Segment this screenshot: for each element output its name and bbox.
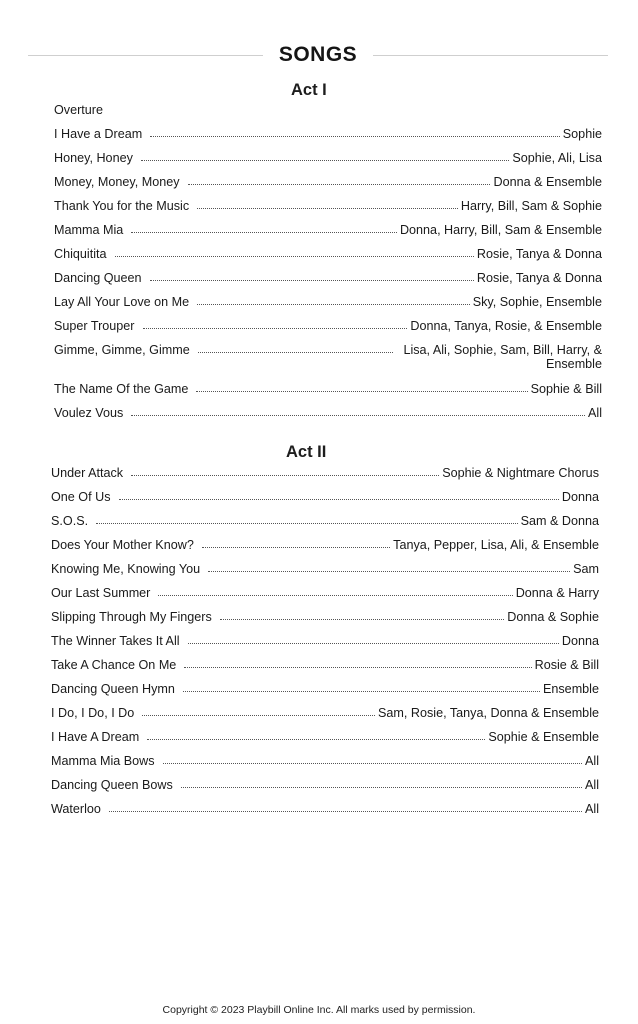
song-row [51, 730, 599, 754]
song-row [54, 127, 602, 151]
song-title: Under Attack [51, 466, 124, 480]
dot-leader [196, 382, 527, 392]
song-row [51, 514, 599, 538]
song-row [54, 343, 602, 382]
song-title: Thank You for the Music [54, 199, 190, 213]
song-performers: Donna & Harry [515, 586, 599, 600]
dot-leader [131, 406, 585, 416]
song-title: Super Trouper [54, 319, 135, 333]
song-row [54, 175, 602, 199]
song-performers: Rosie, Tanya & Donna [476, 271, 602, 285]
song-row [51, 634, 599, 658]
song-performers: Donna & Sophie [507, 610, 599, 624]
song-title: Voulez Vous [54, 406, 124, 420]
song-row [51, 706, 599, 730]
song-performers: All [585, 754, 599, 768]
song-title: Overture [54, 103, 103, 117]
song-row [54, 319, 602, 343]
song-title: Does Your Mother Know? [51, 538, 194, 552]
song-title: The Winner Takes It All [51, 634, 180, 648]
song-title: Dancing Queen Hymn [51, 682, 175, 696]
page-title: SONGS [278, 43, 358, 66]
song-row [54, 406, 602, 430]
dot-leader [147, 730, 485, 740]
song-row [51, 562, 599, 586]
song-row [54, 151, 602, 175]
song-performers: Donna, Harry, Bill, Sam & Ensemble [399, 223, 602, 237]
song-row [51, 610, 599, 634]
dot-leader [197, 295, 470, 305]
dot-leader [181, 778, 582, 788]
dot-leader [150, 271, 474, 281]
song-row [51, 658, 599, 682]
song-performers: Harry, Bill, Sam & Sophie [460, 199, 602, 213]
song-row [51, 538, 599, 562]
song-title: The Name Of the Game [54, 382, 189, 396]
song-performers: Sophie, Ali, Lisa [512, 151, 602, 165]
song-performers: Sam, Rosie, Tanya, Donna & Ensemble [378, 706, 599, 720]
dot-leader [188, 634, 559, 644]
dot-leader [111, 103, 599, 112]
header-rule-left [28, 55, 263, 56]
dot-leader [183, 682, 540, 692]
song-performers: Lisa, Ali, Sophie, Sam, Bill, Harry, & Ensemble [403, 343, 602, 371]
song-row [54, 247, 602, 271]
song-performers: Tanya, Pepper, Lisa, Ali, & Ensemble [393, 538, 599, 552]
song-performers: All [585, 802, 599, 816]
dot-leader [158, 586, 512, 596]
song-title: Mamma Mia Bows [51, 754, 155, 768]
copyright-notice: Copyright © 2023 Playbill Online Inc. All marks used by permission. [162, 1004, 476, 1016]
song-title: Money, Money, Money [54, 175, 180, 189]
song-title: Take A Chance On Me [51, 658, 177, 672]
song-row [54, 295, 602, 319]
dot-leader [96, 514, 518, 524]
act-2-heading: Act II [286, 443, 327, 461]
dot-leader [220, 610, 504, 620]
song-row [51, 682, 599, 706]
song-performers: Donna [561, 490, 599, 504]
song-row [51, 754, 599, 778]
dot-leader [184, 658, 531, 668]
dot-leader [119, 490, 559, 500]
song-row [54, 199, 602, 223]
song-title: Dancing Queen [54, 271, 142, 285]
act-1-song-list [54, 103, 602, 430]
dot-leader [131, 466, 439, 476]
song-performers: Ensemble [542, 682, 599, 696]
song-title: Our Last Summer [51, 586, 151, 600]
song-performers: All [588, 406, 602, 420]
song-performers: Donna & Ensemble [493, 175, 602, 189]
song-title: Lay All Your Love on Me [54, 295, 190, 309]
song-performers: Sophie & Bill [530, 382, 602, 396]
song-row [51, 586, 599, 610]
song-title: I Have A Dream [51, 730, 140, 744]
dot-leader [150, 127, 560, 137]
dot-leader [202, 538, 390, 548]
song-performers: Donna [561, 634, 599, 648]
song-row [51, 778, 599, 802]
song-performers: Sophie & Ensemble [488, 730, 599, 744]
dot-leader [208, 562, 570, 572]
dot-leader [188, 175, 491, 185]
song-performers: Sky, Sophie, Ensemble [472, 295, 602, 309]
page-header [28, 40, 608, 70]
song-title: Waterloo [51, 802, 101, 816]
header-rule-right [373, 55, 608, 56]
song-title: Slipping Through My Fingers [51, 610, 212, 624]
dot-leader [163, 754, 582, 764]
song-performers: Rosie, Tanya & Donna [476, 247, 602, 261]
dot-leader [109, 802, 582, 812]
dot-leader [115, 247, 474, 257]
song-title: Knowing Me, Knowing You [51, 562, 201, 576]
song-title: I Do, I Do, I Do [51, 706, 135, 720]
song-performers: Sam & Donna [520, 514, 599, 528]
dot-leader [197, 199, 458, 209]
song-title: One Of Us [51, 490, 111, 504]
dot-leader [198, 343, 393, 353]
dot-leader [131, 223, 397, 233]
song-title: Chiquitita [54, 247, 107, 261]
song-performers: Donna, Tanya, Rosie, & Ensemble [410, 319, 602, 333]
dot-leader [143, 319, 408, 329]
song-row [54, 223, 602, 247]
song-row [51, 466, 599, 490]
song-row [54, 271, 602, 295]
dot-leader [141, 151, 510, 161]
song-row [54, 103, 602, 127]
song-title: S.O.S. [51, 514, 89, 528]
act-2-song-list [51, 466, 599, 826]
song-row [51, 802, 599, 826]
song-performers: Sophie [562, 127, 602, 141]
song-performers: Sophie & Nightmare Chorus [442, 466, 599, 480]
act-1-heading: Act I [291, 81, 327, 99]
song-title: Mamma Mia [54, 223, 124, 237]
song-performers: All [585, 778, 599, 792]
song-performers: Sam [573, 562, 599, 576]
song-performers: Rosie & Bill [534, 658, 599, 672]
dot-leader [142, 706, 375, 716]
song-title: Honey, Honey [54, 151, 133, 165]
song-title: I Have a Dream [54, 127, 143, 141]
song-row [51, 490, 599, 514]
song-row [54, 382, 602, 406]
song-title: Dancing Queen Bows [51, 778, 173, 792]
song-title: Gimme, Gimme, Gimme [54, 343, 190, 357]
